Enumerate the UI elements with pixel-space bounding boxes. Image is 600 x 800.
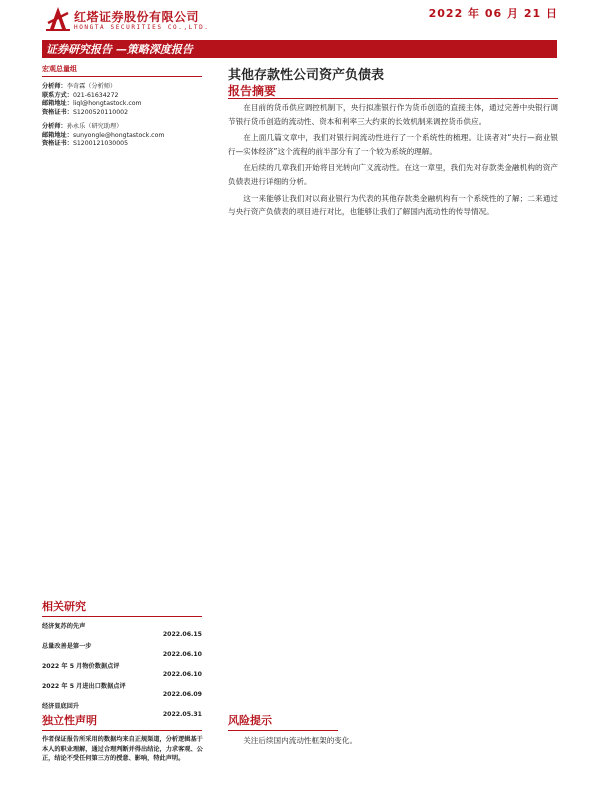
- related-research-title: 总量改善是第一步: [42, 643, 92, 650]
- related-research-item[interactable]: [42, 641, 202, 661]
- related-research-date: 2022.06.09: [162, 691, 202, 698]
- analyst-email: liql@hongtastock.com: [72, 100, 142, 107]
- risk-warning: [228, 712, 558, 746]
- analyst-phone-label: 联系方式：: [42, 91, 73, 99]
- analyst-email-label: 邮箱地址：: [42, 131, 73, 139]
- report-title: 其他存款性公司资产负债表: [228, 68, 385, 83]
- company-logo: [44, 5, 244, 37]
- related-research-heading: 相关研究: [42, 598, 202, 617]
- logo-company-name-en: HONGTA SECURITIES CO.,LTD.: [74, 24, 210, 31]
- independence-statement-text: 作者保证报告所采用的数据均来自正规渠道，分析逻辑基于本人的职业理解，通过合理判断并得出结论，力求客观、公正，结论不受任何第三方的授意、影响，特此声明。: [42, 736, 203, 762]
- related-research-date: 2022.06.10: [162, 651, 202, 658]
- summary-paragraph: 在目前的货币供应调控机制下，央行拟准银行作为货币创造的直接主体，通过完善中央银行调节银行货币创造的流动性、资本和利率三大约束的长效机制来调控货币供应。: [228, 103, 558, 126]
- page-header: [0, 0, 600, 42]
- related-research-item[interactable]: [42, 621, 202, 641]
- banner-text: 证券研究报告 —策略深度报告: [46, 43, 193, 56]
- related-research: [42, 598, 212, 721]
- analyst-email: sunyongle@hongtastock.com: [72, 131, 165, 139]
- related-research-title: 经济显底回升: [42, 703, 80, 710]
- analyst-name: 李奇霖（分析师）: [66, 83, 117, 90]
- related-research-item[interactable]: [42, 661, 202, 681]
- related-research-date: 2022.06.10: [162, 671, 202, 678]
- analyst-cert-label: 资格证书：: [42, 140, 73, 147]
- logo-company-name-cn: 红塔证券股份有限公司: [74, 10, 200, 24]
- related-research-date: 2022.05.31: [162, 711, 202, 718]
- analyst-name: 孙永乐（研究助理）: [66, 123, 123, 130]
- report-type-banner: [42, 40, 557, 58]
- summary-paragraph: 在后续的几章我们开始将目光转向广义流动性。在这一章里，我们先对存款类金融机构的资产负债表进行详细的分析。: [228, 163, 558, 186]
- analyst-panel: [42, 64, 212, 155]
- research-group-label: 宏观总量组: [42, 64, 202, 77]
- summary-divider: [228, 98, 558, 99]
- related-research-title: 2022 年 5 月进出口数据点评: [42, 683, 126, 690]
- related-research-title: 2022 年 5 月物价数据点评: [42, 663, 120, 670]
- related-research-title: 经济复苏的先声: [42, 623, 86, 630]
- summary-heading: 报告摘要: [228, 84, 277, 98]
- independence-statement-heading: 独立性声明: [42, 712, 202, 731]
- analyst-cert: S1200520110002: [72, 108, 129, 116]
- risk-warning-heading: 风险提示: [228, 712, 338, 731]
- analyst-phone: 021-61634272: [72, 91, 119, 99]
- report-date: 2022 年 06 月 21 日: [428, 7, 558, 20]
- hongta-logo-icon: [44, 5, 72, 33]
- related-research-item[interactable]: [42, 681, 202, 701]
- analyst-name-label: 分析师：: [42, 83, 67, 90]
- analyst-cert-label: 资格证书：: [42, 108, 73, 116]
- analyst-name-label: 分析师：: [42, 123, 67, 130]
- independence-statement: [42, 712, 207, 764]
- risk-warning-text: 关注后续国内流动性框架的变化。: [243, 736, 358, 745]
- analyst-cert: S1200121030005: [72, 140, 129, 147]
- summary-paragraph: 这一来能够让我们对以商业银行为代表的其他存款类金融机构有一个系统性的了解；二来通过与央行资产负债表的项目进行对比，也能够让我们了解国内流动性的传导情况。: [228, 193, 558, 217]
- analyst-card: [42, 83, 212, 117]
- related-research-date: 2022.06.15: [162, 631, 202, 638]
- analyst-email-label: 邮箱地址：: [42, 100, 73, 107]
- summary-paragraph: 在上面几篇文章中，我们对银行间流动性进行了一个系统性的梳理。让读者对“央行—商业银行—实体经济”这个流程的前半部分有了一个较为系统的理解。: [228, 133, 558, 156]
- analyst-card: [42, 123, 212, 149]
- summary-body: [228, 101, 558, 222]
